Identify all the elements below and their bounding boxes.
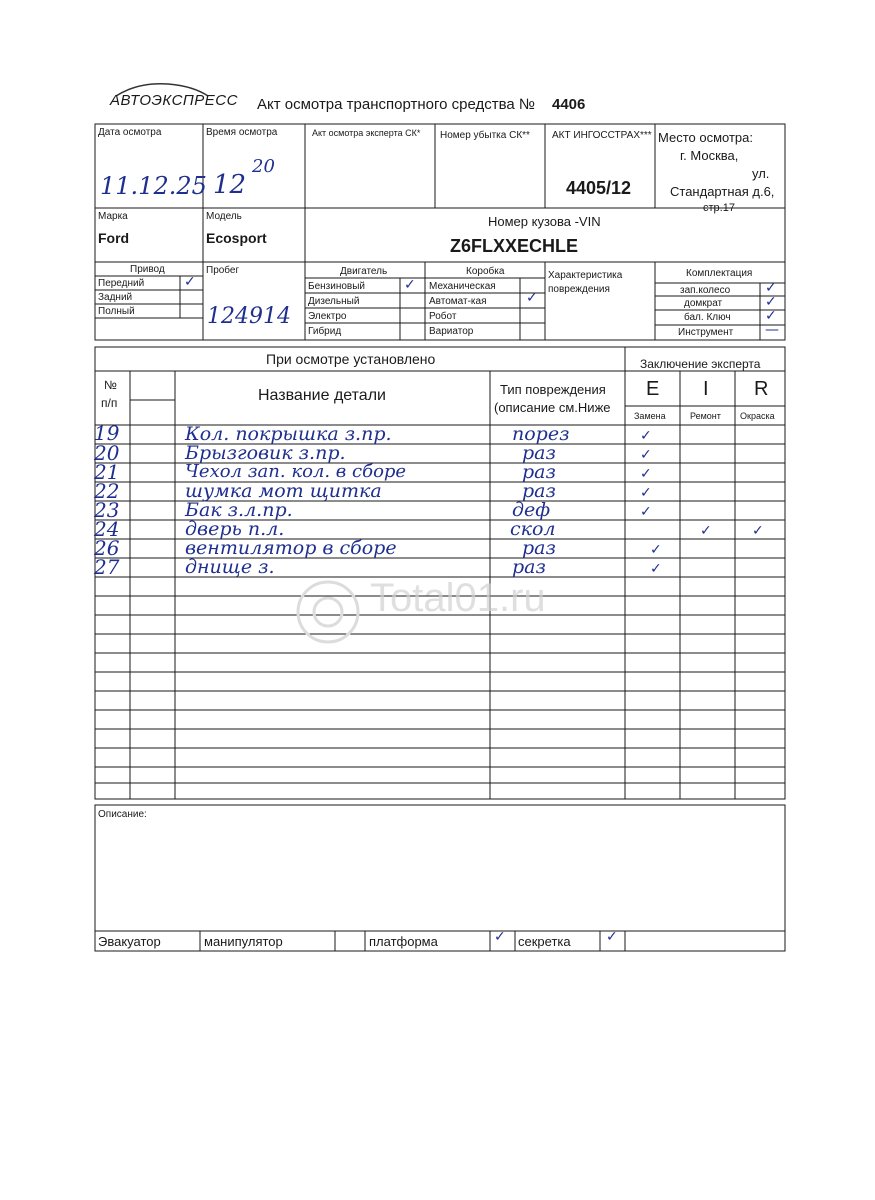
ingos-act-value: 4405/12 xyxy=(566,178,632,198)
row-part: днище з. xyxy=(185,556,275,578)
repair-label: Ремонт xyxy=(690,411,721,421)
wheel-key-check-icon: ✓ xyxy=(765,308,777,324)
row-damage: порез xyxy=(512,423,570,445)
drive-rear: Задний xyxy=(98,292,133,303)
row-damage: раз xyxy=(522,461,556,483)
row-no: 21 xyxy=(94,460,120,484)
mileage-label: Пробег xyxy=(206,265,240,276)
mileage-value: 124914 xyxy=(207,304,291,329)
found-title: При осмотре установлено xyxy=(266,351,436,367)
loss-number-label: Номер убытка СК** xyxy=(440,130,530,141)
platform-check-icon: ✓ xyxy=(494,929,506,945)
no-label: № xyxy=(104,378,117,392)
row-damage: раз xyxy=(522,537,556,559)
row-replace-check-icon: ✓ xyxy=(640,504,652,520)
place-city: г. Москва, xyxy=(680,148,739,163)
equipment-wheel-key: бал. Ключ xyxy=(684,312,731,323)
engine-petrol-check-icon: ✓ xyxy=(404,277,416,293)
place-label: Место осмотра: xyxy=(658,130,753,145)
secret-check-icon: ✓ xyxy=(606,929,618,945)
row-part: Чехол зап. кол. в сборе xyxy=(185,461,407,482)
r-label: R xyxy=(754,378,769,400)
logo-text: АВТОЭКСПРЕСС xyxy=(110,92,238,109)
gearbox-robot: Робот xyxy=(429,311,457,322)
time-value: 12 xyxy=(213,170,247,200)
expert-act-label: Акт осмотра эксперта СК* xyxy=(312,128,421,138)
gearbox-automatic-check-icon: ✓ xyxy=(526,290,538,306)
engine-title: Двигатель xyxy=(340,266,388,277)
row-damage: скол xyxy=(510,518,556,540)
drive-front-check-icon: ✓ xyxy=(184,274,196,290)
damage-char-line2: повреждения xyxy=(548,284,610,295)
row-replace-check-icon: ✓ xyxy=(650,561,662,577)
date-value: 11.12.25 xyxy=(100,172,207,200)
document-title: Акт осмотра транспортного средства № xyxy=(257,96,536,113)
secret-label: секретка xyxy=(518,934,571,949)
row-damage: раз xyxy=(522,442,556,464)
equipment-spare-wheel: зап.колесо xyxy=(680,285,731,296)
row-replace-check-icon: ✓ xyxy=(650,542,662,558)
pp-label: п/п xyxy=(101,396,118,410)
expert-title: Заключение эксперта xyxy=(640,357,761,371)
drive-front: Передний xyxy=(98,278,145,289)
equipment-jack: домкрат xyxy=(684,298,723,309)
row-no: 22 xyxy=(94,479,120,503)
equipment-tool: Инструмент xyxy=(678,327,734,338)
row-no: 27 xyxy=(94,555,120,579)
manipulator-label: манипулятор xyxy=(204,934,283,949)
row-part: Кол. покрышка з.пр. xyxy=(185,423,392,445)
spare-wheel-check-icon: ✓ xyxy=(765,280,777,296)
date-label: Дата осмотра xyxy=(98,127,162,138)
tool-dash-icon: — xyxy=(765,322,779,338)
vin-value: Z6FLXXECHLE xyxy=(450,236,579,256)
row-replace-check-icon: ✓ xyxy=(640,466,652,482)
row-no: 20 xyxy=(94,441,120,465)
row-no: 26 xyxy=(94,536,120,560)
ingos-act-label: АКТ ИНГОССТРАХ*** xyxy=(552,130,652,141)
damage-char-line1: Характеристика xyxy=(548,270,623,281)
damage-type-header: Тип повреждения xyxy=(500,382,606,397)
row-replace-check-icon: ✓ xyxy=(640,485,652,501)
brand-value: Ford xyxy=(98,230,130,246)
evacuator-label: Эвакуатор xyxy=(98,934,161,949)
model-label: Модель xyxy=(206,211,242,222)
time-label: Время осмотра xyxy=(206,127,278,138)
equipment-title: Комплектация xyxy=(686,268,753,279)
platform-label: платформа xyxy=(369,934,438,949)
act-number: 4406 xyxy=(552,96,586,113)
row-replace-check-icon: ✓ xyxy=(640,428,652,444)
gearbox-manual: Механическая xyxy=(429,281,496,292)
description-label: Описание: xyxy=(98,809,147,820)
drive-title: Привод xyxy=(130,264,165,275)
row-damage: раз xyxy=(522,480,556,502)
gearbox-variator: Вариатор xyxy=(429,326,474,337)
e-label: E xyxy=(646,378,660,400)
engine-diesel: Дизельный xyxy=(308,296,360,307)
paint-label: Окраска xyxy=(740,411,775,421)
engine-electro: Электро xyxy=(308,311,347,322)
i-label: I xyxy=(703,378,709,400)
damage-type-sub: (описание см.Ниже xyxy=(494,400,611,415)
replace-label: Замена xyxy=(634,411,666,421)
brand-label: Марка xyxy=(98,211,128,222)
drive-full: Полный xyxy=(98,306,135,317)
place-street: ул. xyxy=(752,166,770,181)
row-part: дверь п.л. xyxy=(185,518,285,540)
row-part: Бак з.л.пр. xyxy=(185,499,293,521)
engine-hybrid: Гибрид xyxy=(308,326,342,337)
gearbox-automatic: Автомат-кая xyxy=(429,296,487,307)
row-no: 24 xyxy=(94,517,120,541)
watermark: Total01.ru xyxy=(370,576,546,620)
jack-check-icon: ✓ xyxy=(765,294,777,310)
time-minutes: 20 xyxy=(252,156,275,177)
row-repair-check-icon: ✓ xyxy=(700,523,712,539)
row-part: шумка мот щитка xyxy=(185,480,382,502)
vin-label: Номер кузова -VIN xyxy=(488,214,601,229)
row-no: 23 xyxy=(94,498,120,522)
model-value: Ecosport xyxy=(206,230,267,246)
row-damage: деф xyxy=(512,499,551,521)
part-name-header: Название детали xyxy=(258,387,386,404)
row-part: Брызговик з.пр. xyxy=(185,442,346,464)
place-address: Стандартная д.6, xyxy=(670,184,775,199)
row-no: 19 xyxy=(94,421,120,445)
row-damage: раз xyxy=(512,556,546,578)
watermark-logo-icon xyxy=(288,574,368,654)
row-part: вентилятор в сборе xyxy=(185,537,397,559)
gearbox-title: Коробка xyxy=(466,266,505,277)
engine-petrol: Бензиновый xyxy=(308,281,365,292)
row-replace-check-icon: ✓ xyxy=(640,447,652,463)
place-building: стр.17 xyxy=(703,202,735,214)
row-paint-check-icon: ✓ xyxy=(752,523,764,539)
